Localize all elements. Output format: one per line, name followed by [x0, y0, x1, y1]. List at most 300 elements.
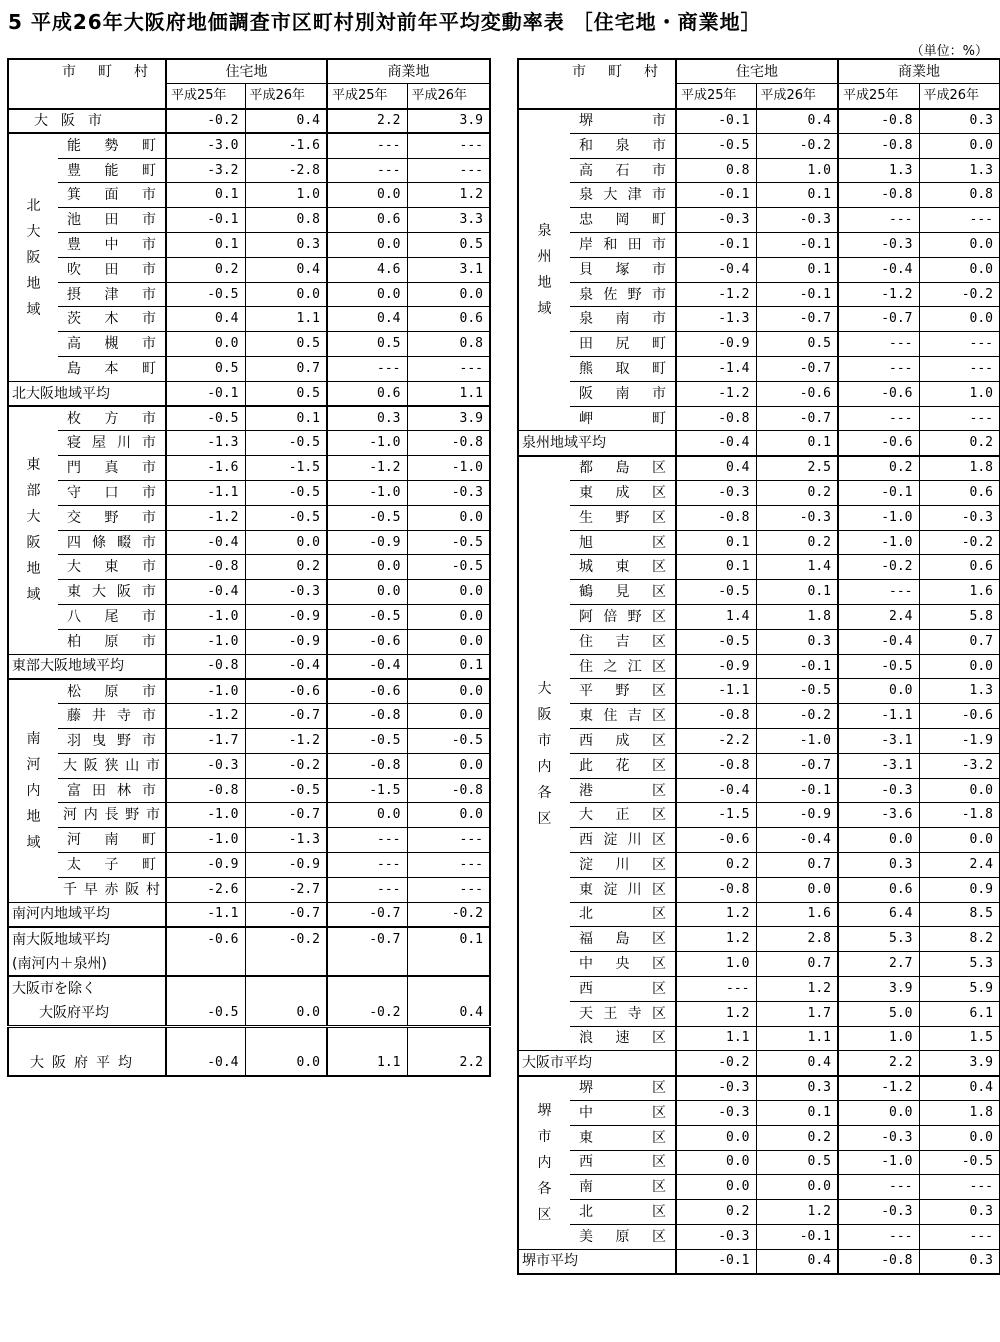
prefecture-average-value: 0.0: [245, 1051, 327, 1076]
region-average-value: -0.7: [245, 902, 327, 927]
municipality-value: -0.6: [676, 828, 756, 853]
name-char: 区: [652, 931, 666, 948]
header-municipality-blank: [8, 84, 166, 109]
municipality-name: [570, 257, 676, 282]
municipality-value: 1.2: [756, 1200, 838, 1225]
header-year-h25: 平成25年: [838, 84, 919, 109]
name-char: 豊: [67, 162, 81, 179]
table-row: [518, 629, 1000, 654]
municipality-value: ---: [838, 406, 919, 431]
municipality-name: [570, 332, 676, 357]
name-char: 取: [615, 360, 630, 377]
municipality-name-text: [61, 733, 162, 749]
municipality-value: -0.1: [838, 481, 919, 506]
table-row: [518, 257, 1000, 282]
municipality-value: -0.3: [676, 208, 756, 233]
name-char: 市: [651, 286, 666, 303]
municipality-name: [570, 505, 676, 530]
municipality-value: 1.6: [756, 902, 838, 927]
municipality-name-text: [573, 857, 672, 873]
municipality-value: ---: [919, 1224, 1000, 1249]
municipality-name-text: [61, 435, 162, 451]
excluding-osaka-average-value-top: [407, 976, 490, 1001]
municipality-value: -3.2: [166, 158, 245, 183]
region-average-value: 0.5: [245, 381, 327, 406]
municipality-value: 0.0: [407, 629, 490, 654]
municipality-name: [58, 555, 166, 580]
municipality-value: 0.7: [756, 952, 838, 977]
name-char: 区: [652, 1204, 666, 1221]
municipality-name-text: [61, 857, 162, 873]
municipality-name-text: [573, 832, 672, 848]
region-char: 大: [26, 509, 41, 526]
municipality-value: 0.1: [756, 580, 838, 605]
name-char: 市: [142, 187, 156, 204]
excluding-osaka-average-label-2: 大阪府平均: [8, 1001, 166, 1026]
municipality-name-text: [573, 609, 672, 625]
municipality-name: [58, 357, 166, 382]
municipality-value: 6.1: [919, 1001, 1000, 1026]
region-average-value: 0.1: [756, 431, 838, 456]
municipality-name: [570, 233, 676, 258]
osaka-city-label: [8, 109, 166, 134]
name-char: 塚: [615, 261, 630, 278]
municipality-value: -0.3: [676, 1076, 756, 1101]
name-char: 市: [142, 633, 156, 650]
municipality-value: -0.9: [756, 803, 838, 828]
municipality-value: -2.2: [676, 729, 756, 754]
municipality-value: -1.2: [166, 505, 245, 530]
name-char: 町: [142, 832, 156, 849]
name-char: 市: [142, 286, 156, 303]
municipality-value: -1.5: [245, 456, 327, 481]
municipality-name-text: [573, 733, 672, 749]
municipality-name-text: [573, 931, 672, 947]
municipality-value: 1.2: [676, 1001, 756, 1026]
municipality-value: -0.9: [676, 332, 756, 357]
osaka-city-row: [8, 109, 490, 134]
table-row: [8, 158, 490, 183]
region-average-value: -1.1: [166, 902, 245, 927]
municipality-name-text: [61, 882, 162, 898]
municipality-name: [58, 753, 166, 778]
table-row: [518, 952, 1000, 977]
municipality-value: 0.0: [407, 753, 490, 778]
municipality-value: 0.0: [919, 778, 1000, 803]
name-char: 見: [615, 584, 630, 601]
name-char: 早: [83, 881, 98, 898]
municipality-value: -0.7: [756, 357, 838, 382]
municipality-value: -1.4: [676, 357, 756, 382]
header-row: [8, 59, 490, 84]
municipality-value: ---: [327, 877, 407, 902]
municipality-name-text: [573, 138, 672, 154]
name-char: 市: [88, 112, 102, 129]
name-char: 区: [652, 807, 666, 824]
name-char: 口: [104, 484, 119, 501]
municipality-name: [58, 307, 166, 332]
table-row: [518, 307, 1000, 332]
region-average-value: 0.6: [327, 381, 407, 406]
name-char: 河: [63, 807, 77, 824]
municipality-name-text: [61, 460, 162, 476]
municipality-name-text: [61, 708, 162, 724]
name-char: 能: [67, 138, 81, 155]
name-char: 屋: [92, 435, 106, 452]
municipality-name: [570, 877, 676, 902]
municipality-value: -0.8: [838, 109, 919, 134]
municipality-value: 0.2: [166, 257, 245, 282]
name-char: 北: [579, 1204, 593, 1221]
region-char: 部: [26, 483, 41, 500]
municipality-value: 0.7: [919, 629, 1000, 654]
municipality-name: [58, 877, 166, 902]
name-char: 柏: [67, 633, 81, 650]
municipality-value: 0.0: [327, 580, 407, 605]
municipality-value: 0.5: [166, 357, 245, 382]
municipality-name: [570, 1100, 676, 1125]
table-row: [8, 803, 490, 828]
municipality-name-text: [573, 163, 672, 179]
municipality-value: -0.8: [327, 753, 407, 778]
municipality-value: -0.9: [676, 654, 756, 679]
name-char: 狭: [104, 757, 119, 774]
name-char: 東: [579, 484, 593, 501]
municipality-name-text: [573, 1030, 672, 1046]
table-row: [518, 332, 1000, 357]
table-row: [8, 877, 490, 902]
name-char: 此: [579, 757, 593, 774]
table-row: [8, 208, 490, 233]
header-municipality: [518, 59, 676, 84]
header-municipality-blank: [518, 84, 676, 109]
osaka-city-value: -0.2: [166, 109, 245, 134]
name-char: 田: [92, 782, 106, 799]
municipality-value: -0.9: [245, 629, 327, 654]
table-row: [518, 753, 1000, 778]
municipality-value: 0.0: [407, 605, 490, 630]
name-char: 中: [579, 956, 593, 973]
region-label: [8, 406, 58, 654]
municipality-value: -0.7: [838, 307, 919, 332]
municipality-name: [58, 406, 166, 431]
municipality-name: [58, 233, 166, 258]
table-row: [518, 1224, 1000, 1249]
municipality-value: ---: [838, 1175, 919, 1200]
table-row: [8, 307, 490, 332]
name-char: 市: [146, 757, 160, 774]
municipality-value: -1.2: [838, 1076, 919, 1101]
prefecture-average-spacer: [8, 1026, 490, 1051]
table-row: [8, 580, 490, 605]
municipality-value: 0.0: [327, 803, 407, 828]
municipality-name: [58, 704, 166, 729]
table-row: [8, 357, 490, 382]
municipality-value: -1.5: [327, 778, 407, 803]
region-label: [8, 133, 58, 381]
municipality-value: -1.0: [327, 431, 407, 456]
municipality-value: -3.1: [838, 753, 919, 778]
municipality-value: -0.5: [327, 505, 407, 530]
municipality-name: [58, 605, 166, 630]
municipality-name: [58, 158, 166, 183]
name-char: 野: [627, 286, 642, 303]
municipality-value: -0.5: [245, 431, 327, 456]
name-char: 区: [652, 856, 666, 873]
region-char: 地: [26, 561, 41, 578]
name-char: 東: [579, 708, 593, 725]
municipality-name-text: [61, 411, 162, 427]
table-row: [518, 208, 1000, 233]
region-average-row: [518, 1051, 1000, 1076]
municipality-name: [570, 481, 676, 506]
municipality-name: [58, 803, 166, 828]
municipality-value: -0.8: [407, 431, 490, 456]
name-char: 区: [652, 956, 666, 973]
name-char: 千: [63, 881, 77, 898]
region-average-value: -0.4: [676, 431, 756, 456]
municipality-value: -1.2: [166, 704, 245, 729]
table-row: [518, 704, 1000, 729]
table-row: [518, 1175, 1000, 1200]
municipality-value: -1.2: [245, 729, 327, 754]
municipality-value: 0.0: [407, 704, 490, 729]
name-char: 高: [67, 336, 81, 353]
municipality-name: [570, 183, 676, 208]
municipality-value: -0.8: [676, 877, 756, 902]
municipality-value: -0.5: [327, 729, 407, 754]
name-char: 区: [652, 509, 666, 526]
name-char: 四: [67, 534, 81, 551]
header-municipality: [8, 59, 166, 84]
name-char: 大: [67, 559, 81, 576]
municipality-name-text: [61, 634, 162, 650]
table-row: [8, 282, 490, 307]
municipality-name-text: [61, 807, 162, 823]
south-osaka-average-label-2: (南河内＋泉州): [8, 952, 166, 977]
municipality-name: [570, 357, 676, 382]
table-row: [518, 1026, 1000, 1051]
region-average-value: -0.1: [676, 1249, 756, 1274]
header-year-h26: 平成26年: [919, 84, 1000, 109]
municipality-value: -0.5: [407, 530, 490, 555]
name-char: 勢: [104, 138, 119, 155]
region-average-label: 大阪市平均: [518, 1051, 676, 1076]
name-char: 佐: [603, 286, 618, 303]
table-row: [518, 158, 1000, 183]
municipality-value: ---: [327, 357, 407, 382]
name-char: 大: [63, 757, 77, 774]
name-char: 尾: [104, 608, 119, 625]
municipality-value: 0.4: [756, 109, 838, 134]
municipality-name-text: [573, 708, 672, 724]
region-char: 区: [537, 1206, 552, 1223]
rate-table-left: [7, 58, 491, 1077]
table-row: [518, 927, 1000, 952]
municipality-name: [570, 1175, 676, 1200]
name-char: 区: [652, 484, 666, 501]
municipality-value: ---: [919, 1175, 1000, 1200]
region-average-row: [8, 902, 490, 927]
municipality-value: -0.8: [166, 555, 245, 580]
municipality-name: [570, 456, 676, 481]
name-char: 市: [652, 137, 666, 154]
municipality-value: 0.0: [919, 133, 1000, 158]
region-char: 大: [26, 223, 41, 240]
municipality-value: 2.4: [919, 853, 1000, 878]
region-label: [518, 109, 570, 431]
municipality-value: 5.3: [838, 927, 919, 952]
municipality-value: -1.6: [166, 456, 245, 481]
region-average-value: -0.1: [166, 381, 245, 406]
municipality-value: -0.6: [919, 704, 1000, 729]
municipality-value: 2.8: [756, 927, 838, 952]
name-char: 曳: [92, 732, 106, 749]
name-char: 泉: [579, 187, 593, 204]
municipality-value: 0.5: [245, 332, 327, 357]
municipality-value: -1.5: [676, 803, 756, 828]
name-char: 忠: [579, 212, 593, 229]
name-char: 市: [651, 187, 666, 204]
region-char: 各: [537, 1180, 552, 1197]
municipality-name-text: [573, 485, 672, 501]
table-row: [8, 629, 490, 654]
municipality-value: ---: [407, 357, 490, 382]
name-char: 鶴: [579, 584, 593, 601]
name-char: 之: [603, 658, 618, 675]
table-row: [518, 654, 1000, 679]
municipality-value: 0.3: [919, 109, 1000, 134]
name-char: 市: [142, 559, 156, 576]
municipality-value: -0.4: [676, 257, 756, 282]
municipality-value: -0.5: [407, 555, 490, 580]
name-char: 住: [579, 633, 593, 650]
municipality-value: -0.1: [756, 778, 838, 803]
name-char: 茨: [67, 311, 81, 328]
municipality-value: -0.6: [327, 679, 407, 704]
municipality-value: 1.2: [407, 183, 490, 208]
table-row: [8, 431, 490, 456]
municipality-name-text: [61, 311, 162, 327]
municipality-value: -0.9: [327, 530, 407, 555]
municipality-value: -1.1: [166, 481, 245, 506]
table-row: [518, 530, 1000, 555]
municipality-name-text: [573, 1154, 672, 1170]
name-char: 区: [652, 782, 666, 799]
municipality-value: -0.1: [756, 1224, 838, 1249]
municipality-value: 0.4: [245, 257, 327, 282]
municipality-value: ---: [327, 158, 407, 183]
name-char: 市: [652, 162, 666, 179]
municipality-name: [58, 580, 166, 605]
table-row: [518, 803, 1000, 828]
name-char: 市: [142, 608, 156, 625]
municipality-name: [58, 629, 166, 654]
name-char: 市: [142, 509, 156, 526]
municipality-value: ---: [919, 208, 1000, 233]
table-row: [8, 505, 490, 530]
municipality-name-text: [61, 559, 162, 575]
municipality-name-text: [573, 113, 672, 129]
municipality-name: [570, 654, 676, 679]
name-char: 町: [652, 336, 666, 353]
municipality-name: [570, 902, 676, 927]
municipality-value: 0.8: [407, 332, 490, 357]
municipality-name-text: [61, 758, 162, 774]
municipality-value: 0.6: [919, 555, 1000, 580]
name-char: 成: [615, 732, 630, 749]
name-char: 吉: [615, 633, 630, 650]
table-row: [8, 778, 490, 803]
name-char: 大: [92, 584, 106, 601]
municipality-value: -0.7: [756, 307, 838, 332]
name-char: 高: [579, 162, 593, 179]
prefecture-average-row: [8, 1051, 490, 1076]
municipality-value: -0.5: [245, 481, 327, 506]
name-char: 淀: [603, 881, 618, 898]
municipality-name-text: [573, 311, 672, 327]
municipality-name-text: [573, 584, 672, 600]
region-char: 域: [537, 301, 552, 318]
name-char: 西: [579, 1154, 593, 1171]
header-row: [518, 59, 1000, 84]
south-osaka-average-value-bottom: [166, 952, 245, 977]
municipality-name: [58, 679, 166, 704]
table-row: [518, 853, 1000, 878]
municipality-value: 0.2: [245, 555, 327, 580]
name-char: 区: [652, 534, 666, 551]
municipality-value: -1.0: [838, 505, 919, 530]
table-row: [518, 1001, 1000, 1026]
municipality-name-text: [573, 510, 672, 526]
region-average-row: [8, 381, 490, 406]
municipality-value: -3.2: [919, 753, 1000, 778]
municipality-name-text: [573, 1229, 672, 1245]
table-row: [8, 406, 490, 431]
name-char: 井: [92, 708, 106, 725]
municipality-value: 0.2: [676, 1200, 756, 1225]
municipality-name: [58, 282, 166, 307]
municipality-name-text: [573, 237, 672, 253]
municipality-value: -0.6: [756, 381, 838, 406]
table-row: [518, 357, 1000, 382]
municipality-value: 5.3: [919, 952, 1000, 977]
municipality-value: 1.0: [245, 183, 327, 208]
municipality-value: 3.9: [407, 406, 490, 431]
municipality-value: 1.4: [676, 605, 756, 630]
table-row: [8, 555, 490, 580]
municipality-value: -1.3: [245, 828, 327, 853]
name-char: 市: [652, 385, 666, 402]
municipality-name-text: [61, 832, 162, 848]
municipality-value: -1.9: [919, 729, 1000, 754]
name-char: 西: [579, 732, 593, 749]
municipality-value: 1.8: [919, 1100, 1000, 1125]
name-char: 阪: [61, 112, 75, 129]
table-row: [8, 704, 490, 729]
name-char: 阿: [579, 608, 593, 625]
name-char: 赤: [104, 881, 119, 898]
municipality-name: [570, 704, 676, 729]
municipality-value: -0.2: [245, 753, 327, 778]
municipality-name: [58, 332, 166, 357]
municipality-value: 1.0: [756, 158, 838, 183]
municipality-value: 0.0: [407, 505, 490, 530]
municipality-value: 0.0: [327, 555, 407, 580]
region-char: 大: [537, 680, 552, 697]
name-char: 天: [579, 1005, 593, 1022]
municipality-value: 0.1: [166, 183, 245, 208]
